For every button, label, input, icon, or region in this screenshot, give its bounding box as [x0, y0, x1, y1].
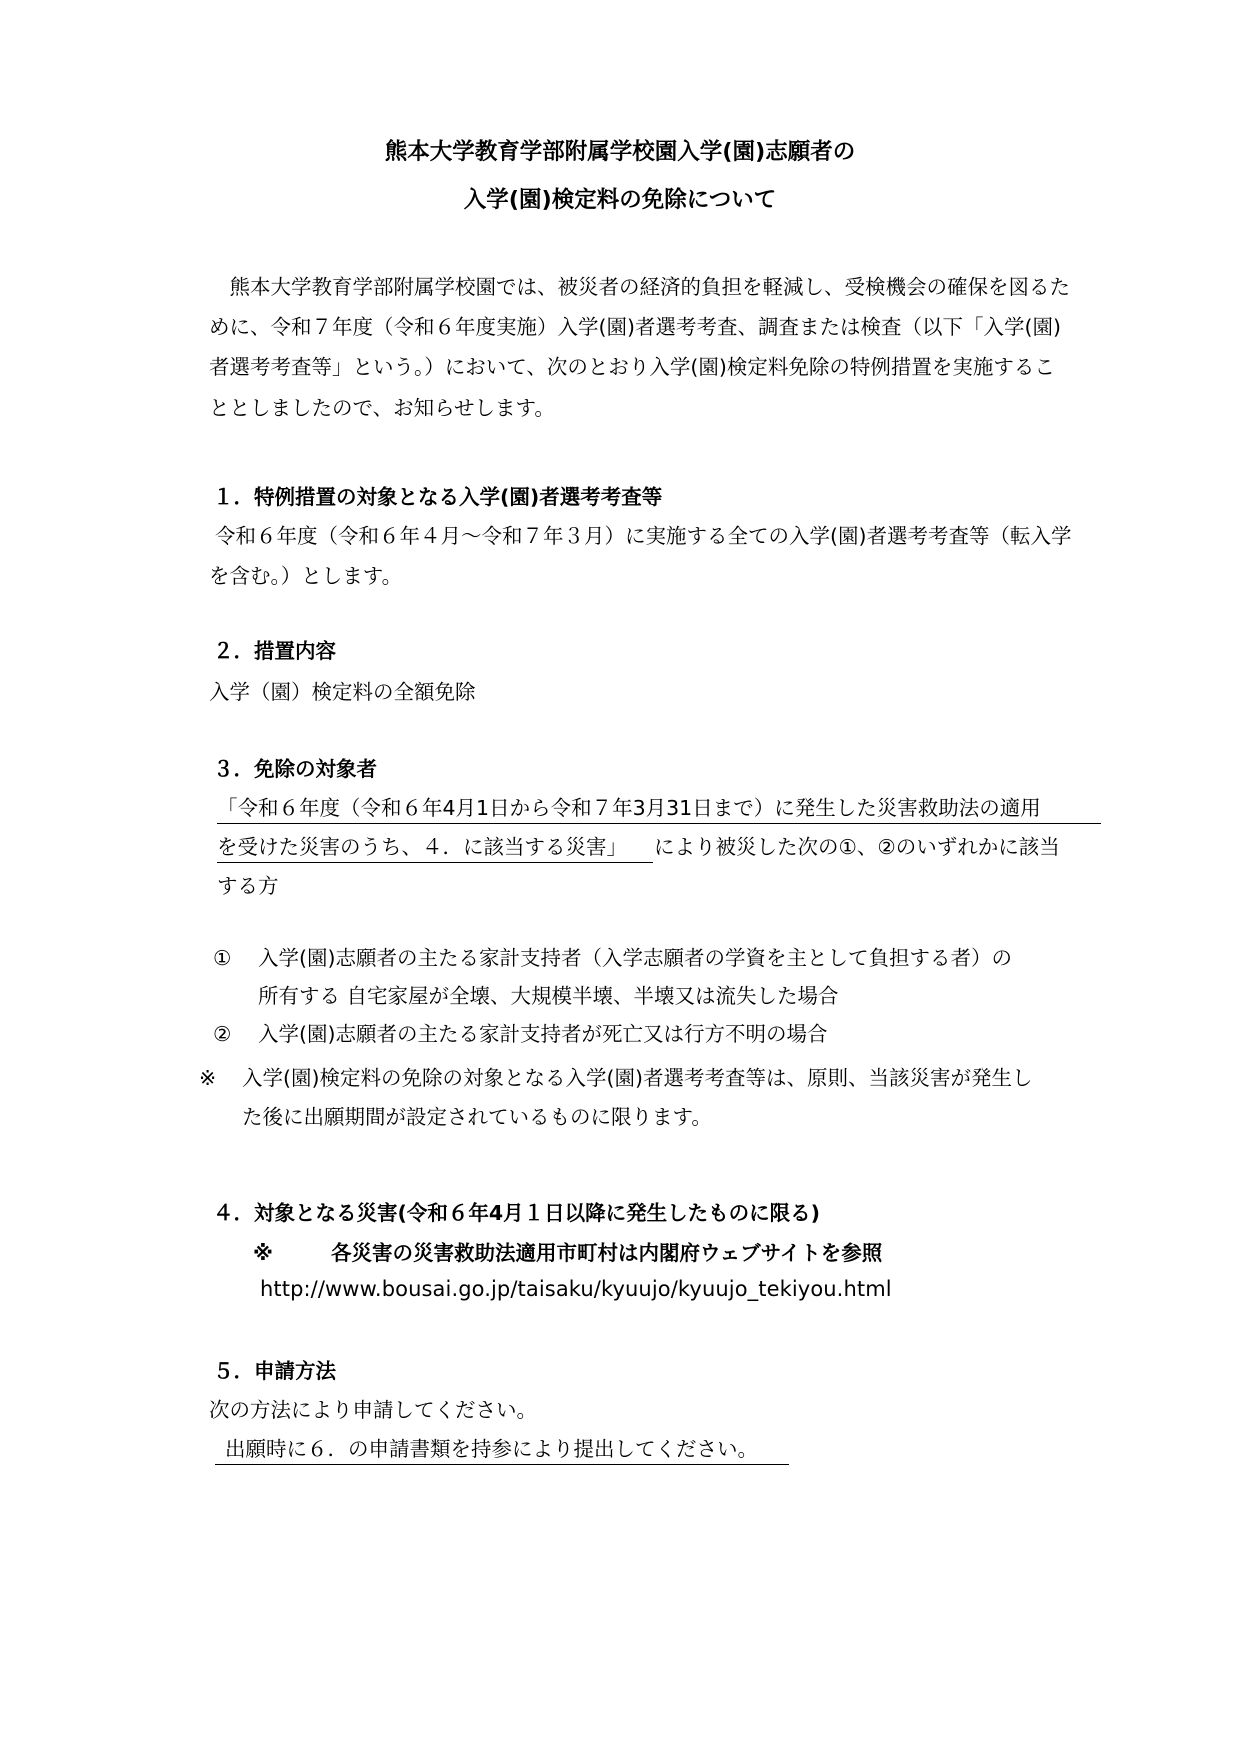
section-2-body: 入学（園）検定料の全額免除 [209, 680, 476, 704]
section-3-heading: ３．免除の対象者 [213, 757, 377, 781]
section-5-heading: ５．申請方法 [213, 1359, 336, 1383]
item-1-line-2: 所有する 自宅家屋が全壊、大規模半壊、半壊又は流失した場合 [258, 984, 839, 1008]
section-4-note-marker: ※ [253, 1241, 273, 1265]
intro-line: ととしましたので、お知らせします。 [209, 396, 555, 420]
intro-line: 熊本大学教育学部附属学校園では、被災者の経済的負担を軽減し、受検機会の確保を図るた [209, 275, 1070, 299]
section-1-body-line: 令和６年度（令和６年４月～令和７年３月）に実施する全ての入学(園)者選考考査等（転入学 [215, 524, 1072, 548]
section-5-underlined: 出願時に６．の申請書類を持参により提出してください。 [225, 1437, 758, 1461]
section-3-underline-2 [217, 862, 653, 863]
document-title-line-2: 入学(園)検定料の免除について [463, 187, 777, 213]
item-1-line-1: 入学(園)志願者の主たる家計支持者（入学志願者の学資を主として負担する者）の [258, 946, 1012, 970]
section-3-line-3: する方 [217, 874, 279, 898]
disaster-url: http://www.bousai.go.jp/taisaku/kyuujo/kyuujo_tekiyou.html [260, 1277, 892, 1301]
section-3-underline-1 [217, 823, 1101, 824]
document-title-line-1: 熊本大学教育学部附属学校園入学(園)志願者の [384, 139, 856, 165]
section-5-body: 次の方法により申請してください。 [209, 1398, 537, 1422]
section-4-heading: ４．対象となる災害(令和６年4月１日以降に発生したものに限る) [213, 1201, 821, 1225]
item-2-line-1: 入学(園)志願者の主たる家計支持者が死亡又は行方不明の場合 [258, 1022, 828, 1046]
intro-line: めに、令和７年度（令和６年度実施）入学(園)者選考考査、調査または検査（以下「入学(園) [209, 315, 1061, 339]
note-marker: ※ [199, 1066, 217, 1090]
intro-line: 者選考考査等」という。）において、次のとおり入学(園)検定料免除の特例措置を実施するこ [209, 355, 1055, 379]
section-5-underline [215, 1464, 789, 1465]
section-1-body-line: を含む。）とします。 [209, 564, 403, 588]
note-line-2: た後に出願期間が設定されているものに限ります。 [242, 1105, 712, 1129]
section-3-line-2-underlined: を受けた災害のうち、４．に該当する災害」 [217, 835, 627, 859]
item-1-marker: ① [213, 946, 232, 970]
note-line-1: 入学(園)検定料の免除の対象となる入学(園)者選考考査等は、原則、当該災害が発生し [242, 1066, 1033, 1090]
section-3-line-1: 「令和６年度（令和６年4月1日から令和７年3月31日まで）に発生した災害救助法の適用 [217, 796, 1041, 820]
item-2-marker: ② [213, 1022, 232, 1046]
section-3-line-2-rest: により被災した次の①、②のいずれかに該当 [654, 835, 1060, 859]
section-2-heading: ２．措置内容 [213, 639, 336, 663]
section-4-note-text: 各災害の災害救助法適用市町村は内閣府ウェブサイトを参照 [331, 1241, 883, 1265]
section-1-heading: １．特例措置の対象となる入学(園)者選考考査等 [213, 485, 663, 509]
